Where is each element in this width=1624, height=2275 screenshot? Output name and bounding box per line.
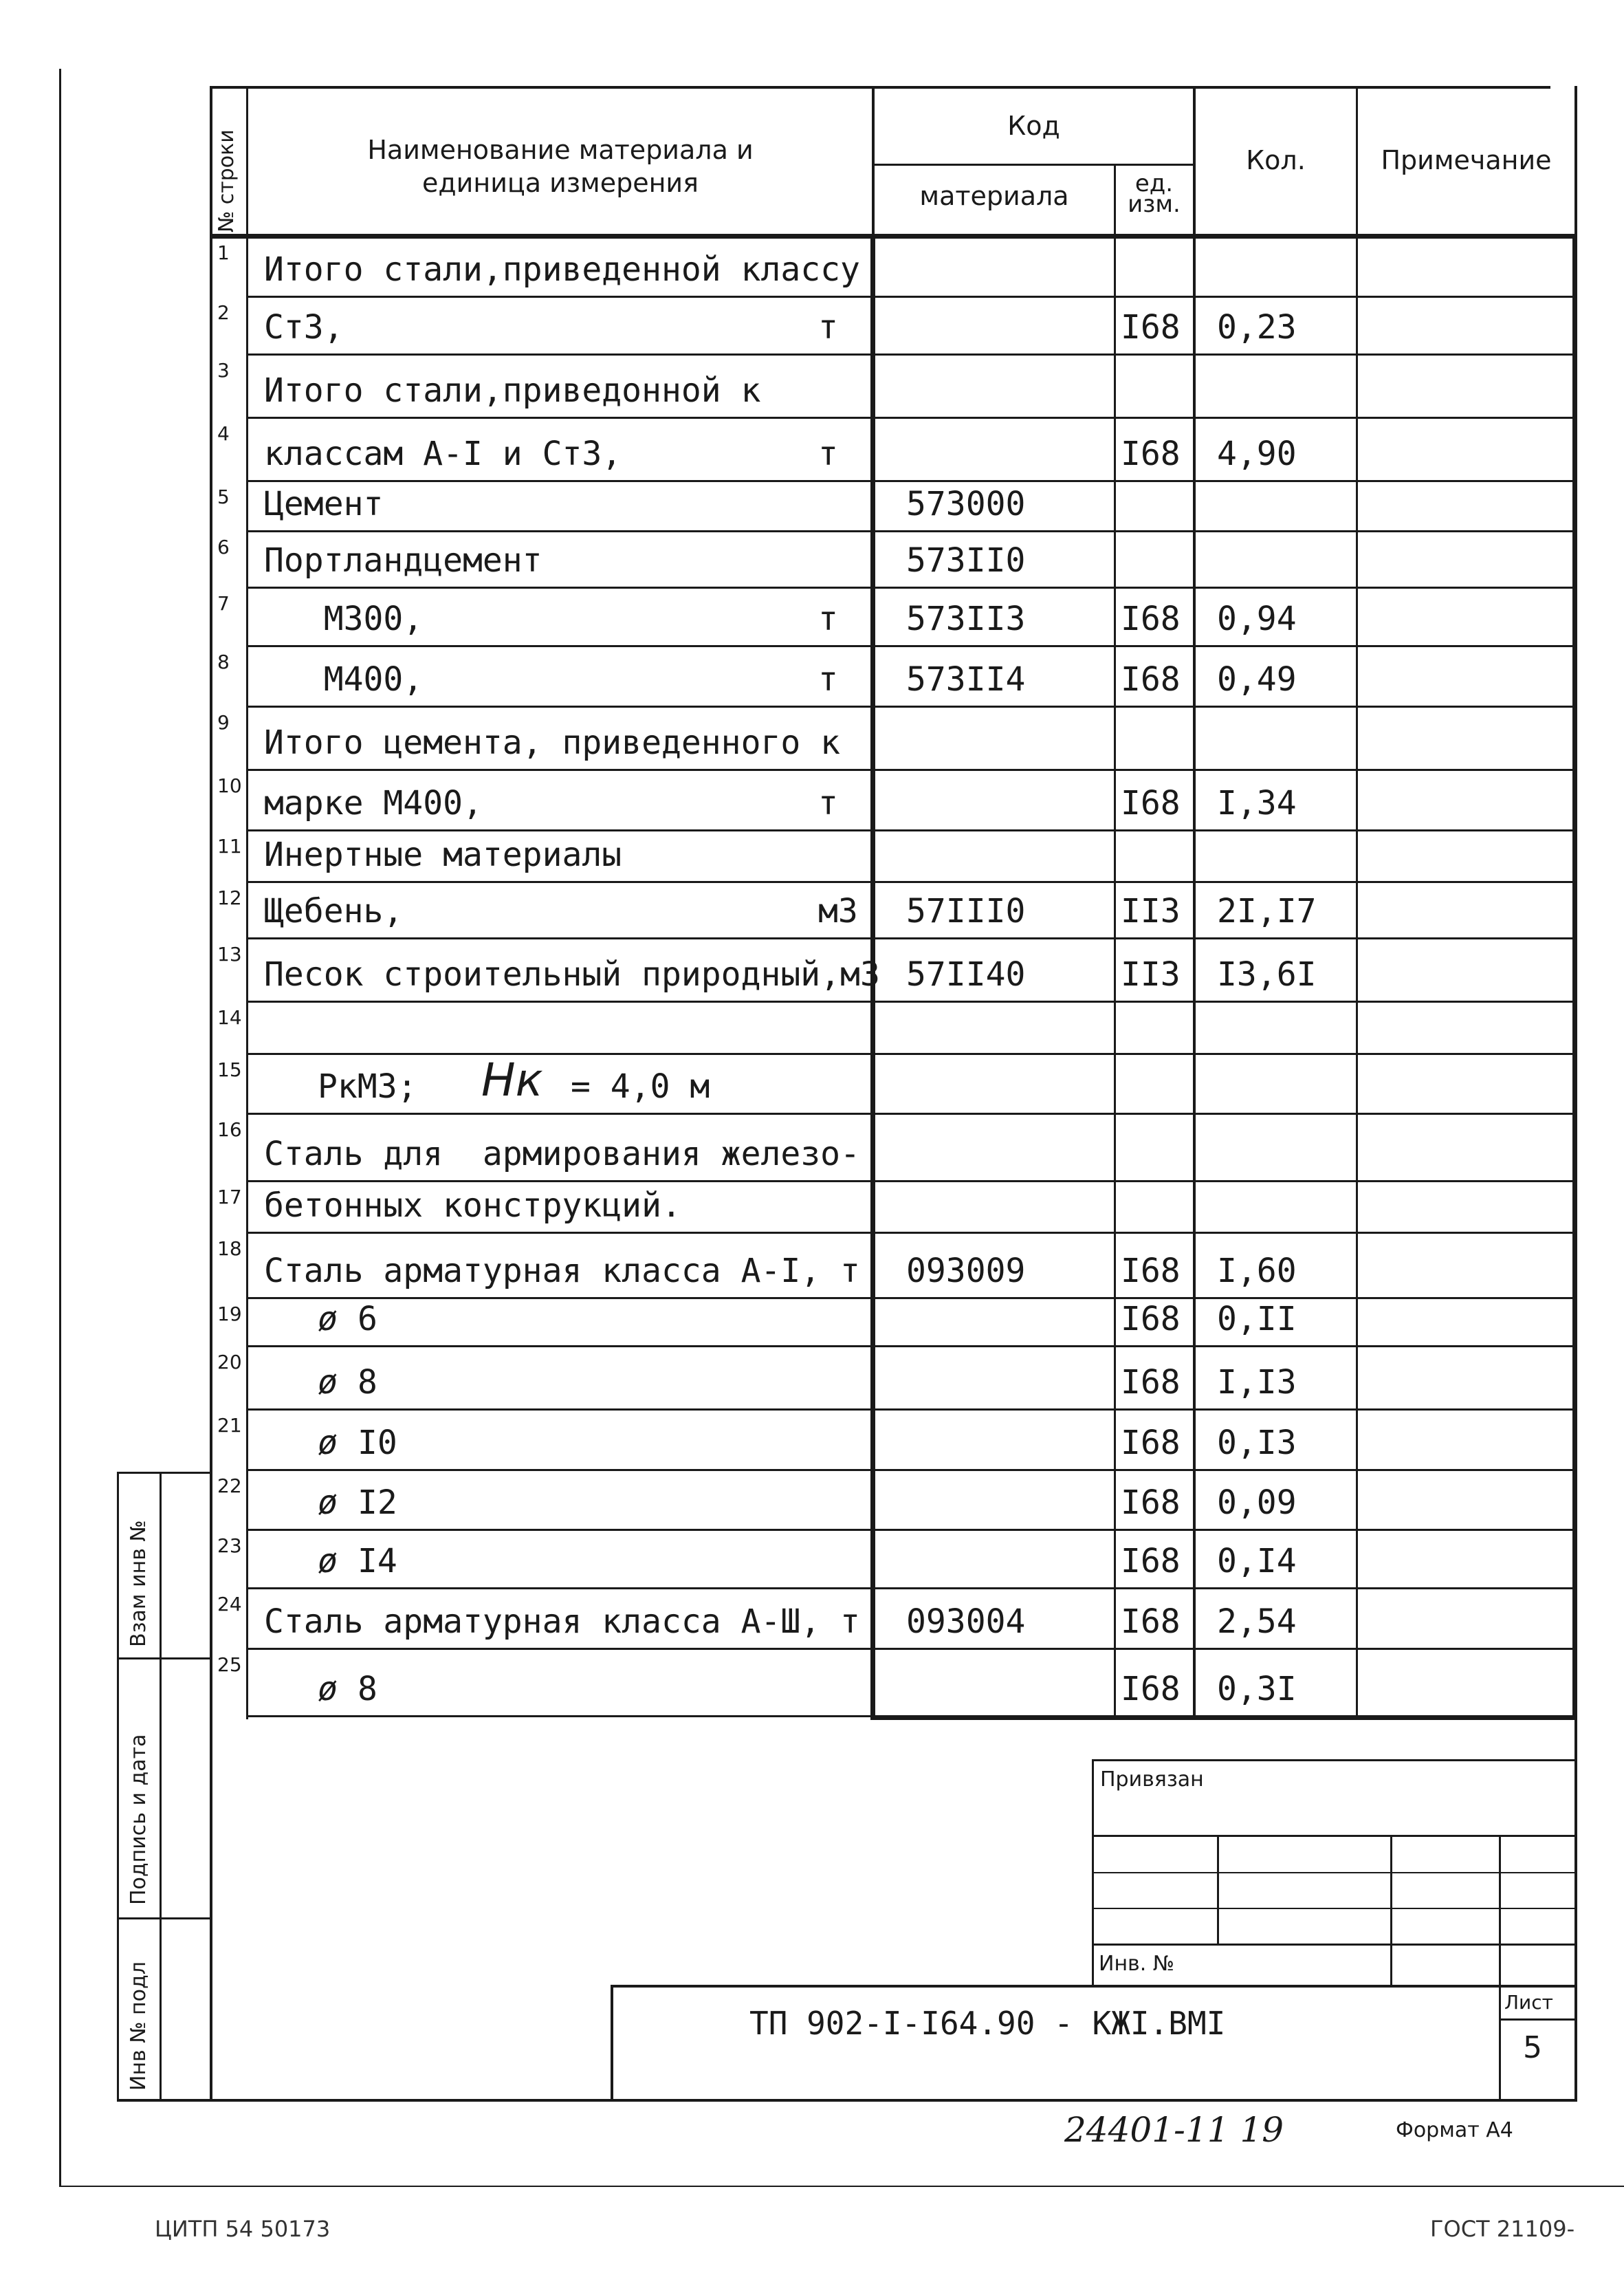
unit-code-header2: изм. [1128, 191, 1181, 218]
row-number: 1 [217, 241, 230, 264]
quantity: I,34 [1217, 784, 1297, 823]
material-name: М400, [264, 660, 424, 699]
quantity: I,I3 [1217, 1363, 1297, 1402]
left-margin-line [59, 69, 61, 2187]
material-name: I2 [358, 1483, 397, 1522]
material-unit: т [818, 784, 838, 823]
quantity: 0,I3 [1217, 1424, 1297, 1462]
privyazan-box-top [1092, 1759, 1577, 1761]
privyazan-line2 [1092, 1872, 1577, 1873]
code-block-right-thick [1572, 234, 1577, 1719]
row-divider [246, 1715, 1577, 1717]
row-divider [246, 1297, 1577, 1299]
material-code: 573II4 [906, 660, 1026, 699]
podpis-data-label: Подпись и дата [127, 1734, 151, 1905]
material-name: Итого стали,приведенной классу [264, 250, 860, 289]
quantity: 0,94 [1217, 600, 1297, 638]
row15-prefix: РкМ3; [318, 1067, 417, 1106]
row-divider [246, 587, 1577, 589]
row-divider [246, 417, 1577, 419]
phi-symbol: ø [318, 1542, 338, 1580]
material-name: Сталь для армирования железо- [264, 1135, 860, 1173]
quantity: 4,90 [1217, 435, 1297, 473]
unit-code-header1: ед. [1134, 170, 1174, 197]
unit-code: I68 [1121, 1424, 1181, 1462]
side-stamp-top [117, 1472, 212, 1474]
material-name: марке М400, [264, 784, 483, 823]
row-number: 22 [217, 1474, 242, 1497]
row-number: 25 [217, 1653, 242, 1676]
name-header-line1: Наименование материала и [367, 135, 754, 165]
privyazan-line3 [1092, 1908, 1577, 1909]
name-header-line2: единица измерения [422, 168, 699, 198]
material-name: 8 [358, 1670, 377, 1708]
row-number: 15 [217, 1058, 242, 1081]
phi-symbol: ø [318, 1424, 338, 1462]
unit-code: I68 [1121, 600, 1181, 638]
row-divider [246, 645, 1577, 647]
material-name: I4 [358, 1542, 397, 1580]
material-code: 573000 [906, 485, 1026, 523]
material-name: Песок строительный природный,м3 [264, 955, 880, 994]
privyazan-vline1 [1217, 1835, 1219, 1945]
unit-code: I68 [1121, 308, 1181, 347]
quantity: I3,6I [1217, 955, 1317, 994]
note-header: Примечание [1381, 145, 1552, 175]
row-divider [246, 1001, 1577, 1003]
row-number: 13 [217, 943, 242, 966]
row-divider [246, 1469, 1577, 1471]
row-number: 9 [217, 711, 230, 734]
footer-right-gost: ГОСТ 21109- [1430, 2216, 1575, 2242]
row-number: 2 [217, 301, 230, 324]
row-divider [246, 296, 1577, 298]
row-divider [246, 353, 1577, 356]
row-number: 20 [217, 1351, 242, 1373]
quantity: 0,49 [1217, 660, 1297, 699]
material-name: Итого цемента, приведенного к [264, 723, 841, 762]
frame-bottom-line [117, 2099, 1577, 2102]
material-name: Портландцемент [264, 541, 542, 580]
footer-left-code: ЦИТП 54 50173 [155, 2216, 331, 2242]
row-divider [246, 1232, 1577, 1234]
material-name: классам А-I и Ст3, [264, 435, 622, 473]
unit-code: I68 [1121, 784, 1181, 823]
material-code: 57II40 [906, 955, 1026, 994]
row-divider [246, 480, 1577, 482]
sheet-number: 5 [1523, 2030, 1542, 2065]
row-divider [246, 1648, 1577, 1650]
unit-code: I68 [1121, 1542, 1181, 1580]
code-header: Код [1007, 111, 1060, 141]
phi-symbol: ø [318, 1670, 338, 1708]
unit-code: I68 [1121, 1670, 1181, 1708]
row-number: 19 [217, 1303, 242, 1325]
material-code: 093004 [906, 1602, 1026, 1641]
row-divider [246, 530, 1577, 532]
material-name: 8 [358, 1363, 377, 1402]
row-number: 8 [217, 651, 230, 673]
side-stamp-sep2 [117, 1917, 212, 1919]
frame-left-line [210, 86, 212, 2101]
unit-code: I68 [1121, 1300, 1181, 1338]
material-code: 57III0 [906, 892, 1026, 930]
unit-code: I68 [1121, 1602, 1181, 1641]
side-stamp-outer-left [117, 1472, 119, 2102]
unit-code: I68 [1121, 660, 1181, 699]
row15-value: = 4,0 м [571, 1067, 710, 1106]
material-name: Сталь арматурная класса А-Ш, т [264, 1602, 860, 1641]
material-unit: т [818, 660, 838, 699]
phi-symbol: ø [318, 1300, 338, 1338]
row-divider [246, 1113, 1577, 1115]
material-name: бетонных конструкций. [264, 1186, 681, 1225]
title-block-left [611, 1985, 613, 2102]
material-name: М300, [264, 600, 424, 638]
privyazan-vline2 [1390, 1835, 1392, 1986]
material-unit: т [818, 308, 838, 347]
row-number: 12 [217, 886, 242, 909]
material-name: Щебень, [264, 892, 404, 930]
row-divider [246, 1587, 1577, 1589]
note-col-line [1356, 86, 1358, 1719]
list-label: Лист [1504, 1991, 1553, 2014]
material-code: 573II3 [906, 600, 1026, 638]
handwritten-number: 24401-11 19 [1064, 2110, 1284, 2150]
material-name: Ст3, [264, 308, 344, 347]
row-number: 7 [217, 592, 230, 615]
format-label: Формат А4 [1396, 2118, 1513, 2142]
material-name: Сталь арматурная класса А-I, т [264, 1252, 860, 1290]
inv-no-label: Инв. № [1099, 1952, 1175, 1976]
row-divider [246, 706, 1577, 708]
document-code: ТП 902-I-I64.90 - КЖI.ВМI [749, 2005, 1226, 2042]
quantity: 0,II [1217, 1300, 1297, 1338]
row-number: 14 [217, 1006, 242, 1029]
row-number: 11 [217, 835, 242, 858]
row-divider [246, 769, 1577, 771]
material-code: 573II0 [906, 541, 1026, 580]
material-name: Инертные материалы [264, 836, 622, 874]
material-name: 6 [358, 1300, 377, 1338]
row-divider [246, 829, 1577, 831]
row-divider [246, 1529, 1577, 1531]
row15-hk: Нк [481, 1054, 543, 1107]
qty-col-line [1193, 86, 1196, 1719]
row-divider [246, 937, 1577, 939]
quantity: I,60 [1217, 1252, 1297, 1290]
header-bottom-line [210, 234, 1577, 239]
row-number: 3 [217, 359, 230, 382]
privyazan-line1 [1092, 1835, 1577, 1837]
row-divider [246, 1345, 1577, 1347]
inv-podl-label: Инв № подл [127, 1961, 151, 2091]
material-name: I0 [358, 1424, 397, 1462]
qty-header: Кол. [1246, 145, 1306, 175]
privyazan-vline3 [1499, 1835, 1501, 2100]
unit-code: I68 [1121, 1252, 1181, 1290]
unit-code: II3 [1121, 955, 1181, 994]
phi-symbol: ø [318, 1483, 338, 1522]
phi-symbol: ø [318, 1363, 338, 1402]
row-number: 21 [217, 1414, 242, 1437]
row-number: 6 [217, 536, 230, 558]
material-unit: т [818, 435, 838, 473]
quantity: 2,54 [1217, 1602, 1297, 1641]
vzam-inv-label: Взам инв № [127, 1520, 151, 1647]
quantity: 0,09 [1217, 1483, 1297, 1522]
privyazan-label: Привязан [1100, 1767, 1204, 1792]
material-name: Итого стали,приведонной к [264, 371, 761, 410]
privyazan-line4 [1092, 1944, 1577, 1946]
title-block-top [611, 1985, 1577, 1988]
row-divider [246, 881, 1577, 883]
list-label-line [1499, 2018, 1577, 2021]
row-number: 16 [217, 1118, 242, 1141]
row-number: 5 [217, 486, 230, 508]
unit-code: I68 [1121, 1483, 1181, 1522]
row-number: 24 [217, 1593, 242, 1615]
material-unit: т [818, 600, 838, 638]
row-number: 18 [217, 1237, 242, 1260]
quantity: 0,I4 [1217, 1542, 1297, 1580]
material-name: Цемент [264, 485, 384, 523]
rownum-col-line [246, 86, 248, 1719]
row-number: 17 [217, 1186, 242, 1208]
side-stamp-sep1 [117, 1657, 212, 1659]
unit-code: I68 [1121, 1363, 1181, 1402]
row-divider [246, 1180, 1577, 1182]
quantity: 0,3I [1217, 1670, 1297, 1708]
page-bottom-rule [59, 2186, 1624, 2187]
unit-code: II3 [1121, 892, 1181, 930]
row-number-header: № строки [215, 129, 239, 232]
row-number: 10 [217, 774, 242, 797]
material-unit: м3 [818, 892, 858, 930]
frame-top-line [210, 86, 1550, 89]
unitcode-col-line [1114, 165, 1116, 1719]
side-stamp-inner [160, 1472, 162, 2102]
quantity: 0,23 [1217, 308, 1297, 347]
code-subheader-line [872, 164, 1195, 166]
material-code-header: материала [919, 181, 1069, 211]
row-divider [246, 1053, 1577, 1055]
quantity: 2I,I7 [1217, 892, 1317, 930]
row-number: 23 [217, 1534, 242, 1557]
unit-code: I68 [1121, 435, 1181, 473]
material-code: 093009 [906, 1252, 1026, 1290]
row-divider [246, 1408, 1577, 1411]
row-number: 4 [217, 422, 230, 445]
